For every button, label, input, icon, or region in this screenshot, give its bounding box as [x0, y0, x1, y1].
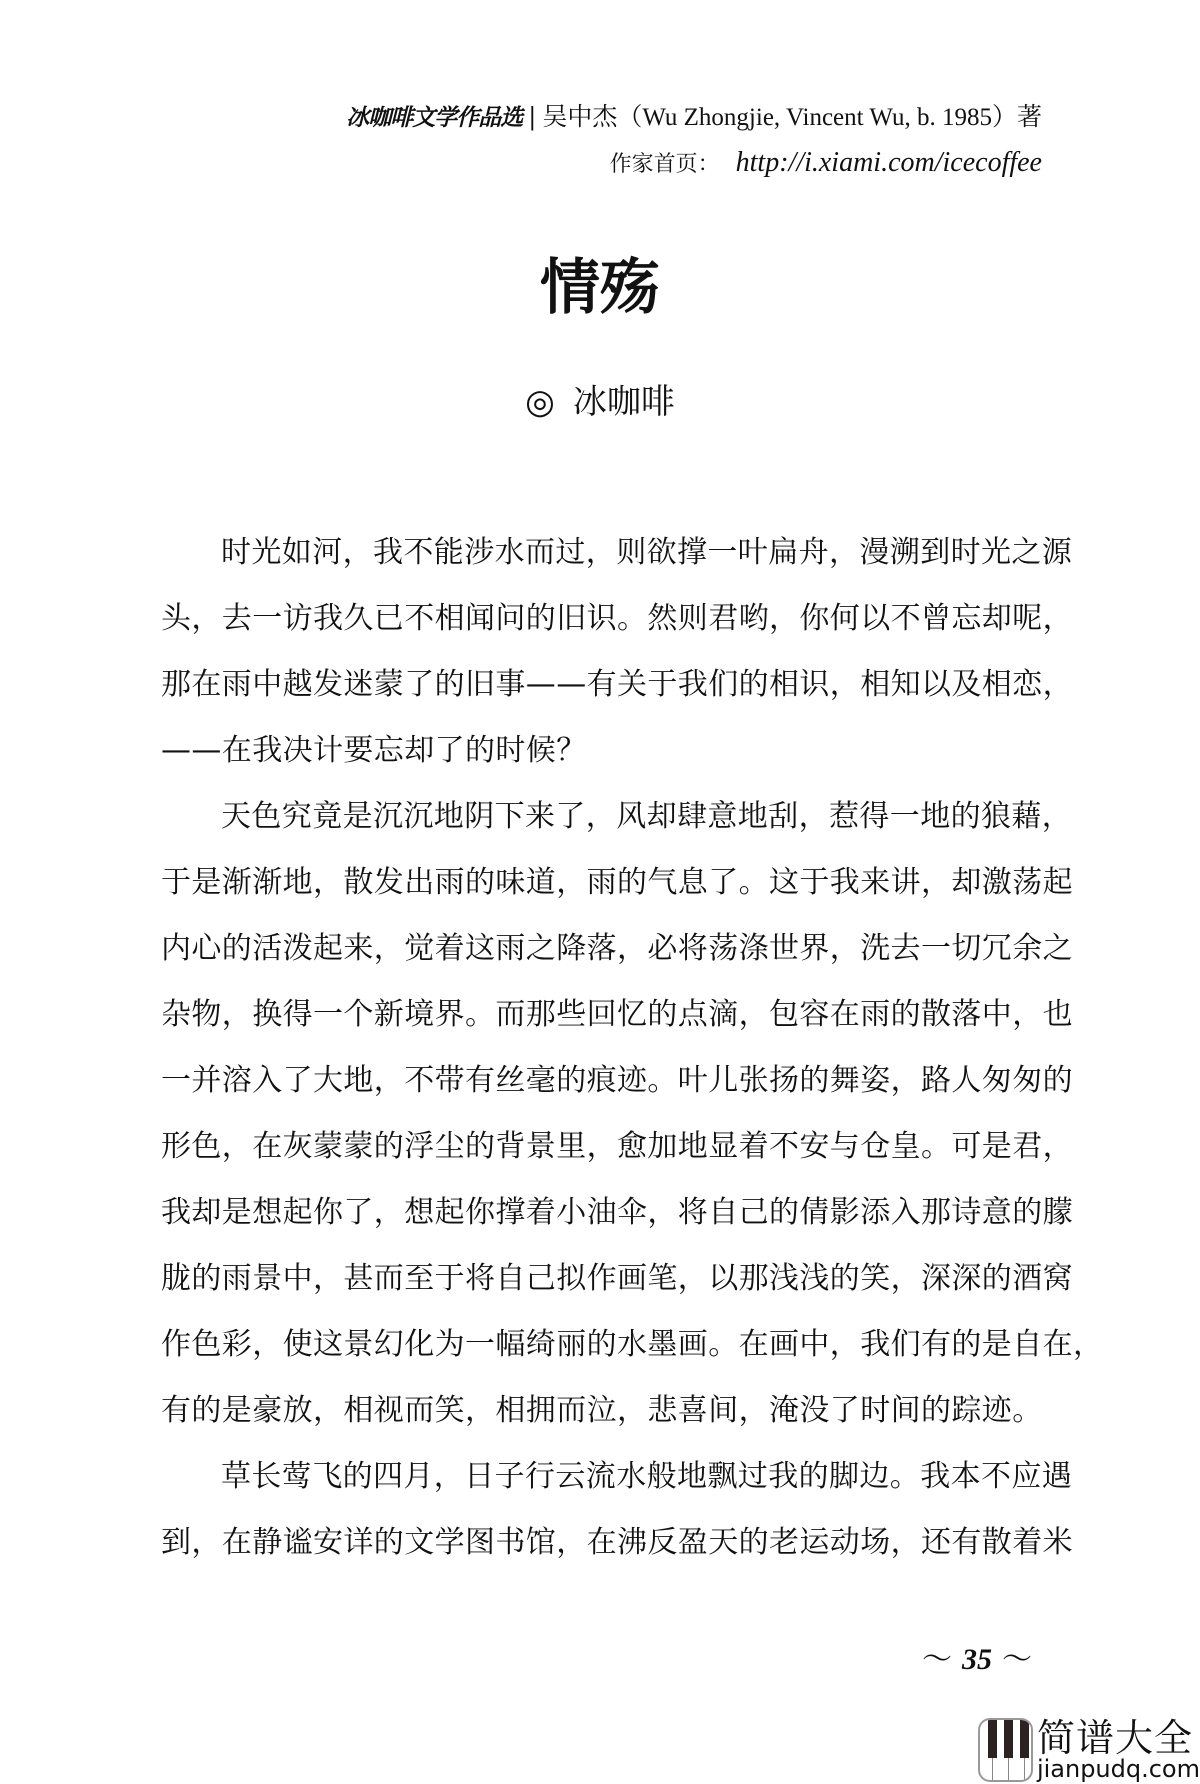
text-line: 胧的雨景中，甚而至于将自己拟作画笔，以那浅浅的笑，深深的酒窝 — [161, 1261, 1073, 1296]
site-watermark — [978, 1716, 1200, 1784]
byline — [0, 378, 1200, 426]
watermark-cn: 简谱大全 — [1036, 1716, 1193, 1760]
paragraph-3 — [161, 1444, 1073, 1576]
tilde-ornament: ～ — [1002, 1643, 1032, 1676]
header-separator: | — [528, 103, 537, 131]
homepage-url: http://i.xiami.com/icecoffee — [735, 147, 1042, 178]
text-line: 时光如河，我不能涉水而过，则欲撑一叶扁舟，漫溯到时光之源 — [221, 535, 1073, 570]
page-title: 情殇 — [540, 253, 660, 323]
tilde-ornament: ～ — [922, 1643, 952, 1676]
text-line: 于是渐渐地，散发出雨的味道，雨的气息了。这于我来讲，却激荡起 — [161, 865, 1073, 900]
text-line: 草长莺飞的四月，日子行云流水般地飘过我的脚边。我本不应遇 — [221, 1459, 1073, 1494]
series-title: 冰咖啡文学作品选 — [346, 105, 523, 131]
paragraph-1 — [161, 520, 1073, 784]
text-line: 内心的活泼起来，觉着这雨之降落，必将荡涤世界，洗去一切冗余之 — [161, 931, 1073, 966]
homepage-line — [610, 146, 1042, 182]
homepage-label: 作家首页： — [609, 152, 720, 177]
text-line: 到，在静谧安详的文学图书馆，在沸反盈天的老运动场，还有散着米 — [161, 1525, 1073, 1560]
watermark-url: jianpudq.com — [1036, 1755, 1200, 1783]
text-line: 头，去一访我久已不相闻问的旧识。然则君哟，你何以不曾忘却呢， — [161, 601, 1073, 636]
pen-name: 冰咖啡 — [572, 382, 675, 422]
text-line: 天色究竟是沉沉地阴下来了，风却肆意地刮，惹得一地的狼藉， — [221, 799, 1073, 834]
watermark-text — [1036, 1716, 1200, 1783]
running-header — [346, 100, 1042, 135]
text-line: 杂物，换得一个新境界。而那些回忆的点滴，包容在雨的散落中，也 — [161, 997, 1073, 1032]
text-line: 形色，在灰蒙蒙的浮尘的背景里，愈加地显着不安与仓皇。可是君， — [161, 1129, 1073, 1164]
text-line: 作色彩，使这景幻化为一幅绮丽的水墨画。在画中，我们有的是自在， — [161, 1327, 1104, 1362]
text-line: 一并溶入了大地，不带有丝毫的痕迹。叶儿张扬的舞姿，路人匆匆的 — [161, 1063, 1073, 1098]
article-body — [161, 520, 1104, 1576]
text-line: 我却是想起你了，想起你撑着小油伞，将自己的倩影添入那诗意的朦 — [161, 1195, 1073, 1230]
page-number-value: 35 — [962, 1643, 992, 1676]
piano-keys-icon — [978, 1718, 1033, 1782]
page-number — [912, 1634, 1042, 1678]
double-circle-icon: ◎ — [525, 382, 555, 422]
author-credit: 吴中杰（Wu Zhongjie, Vincent Wu, b. 1985）著 — [542, 104, 1042, 131]
text-line: ——在我决计要忘却了的时候？ — [161, 733, 587, 768]
text-line: 有的是豪放，相视而笑，相拥而泣，悲喜间，淹没了时间的踪迹。 — [161, 1393, 1043, 1428]
text-line: 那在雨中越发迷蒙了的旧事——有关于我们的相识，相知以及相恋， — [161, 667, 1073, 702]
paragraph-2 — [161, 784, 1104, 1444]
